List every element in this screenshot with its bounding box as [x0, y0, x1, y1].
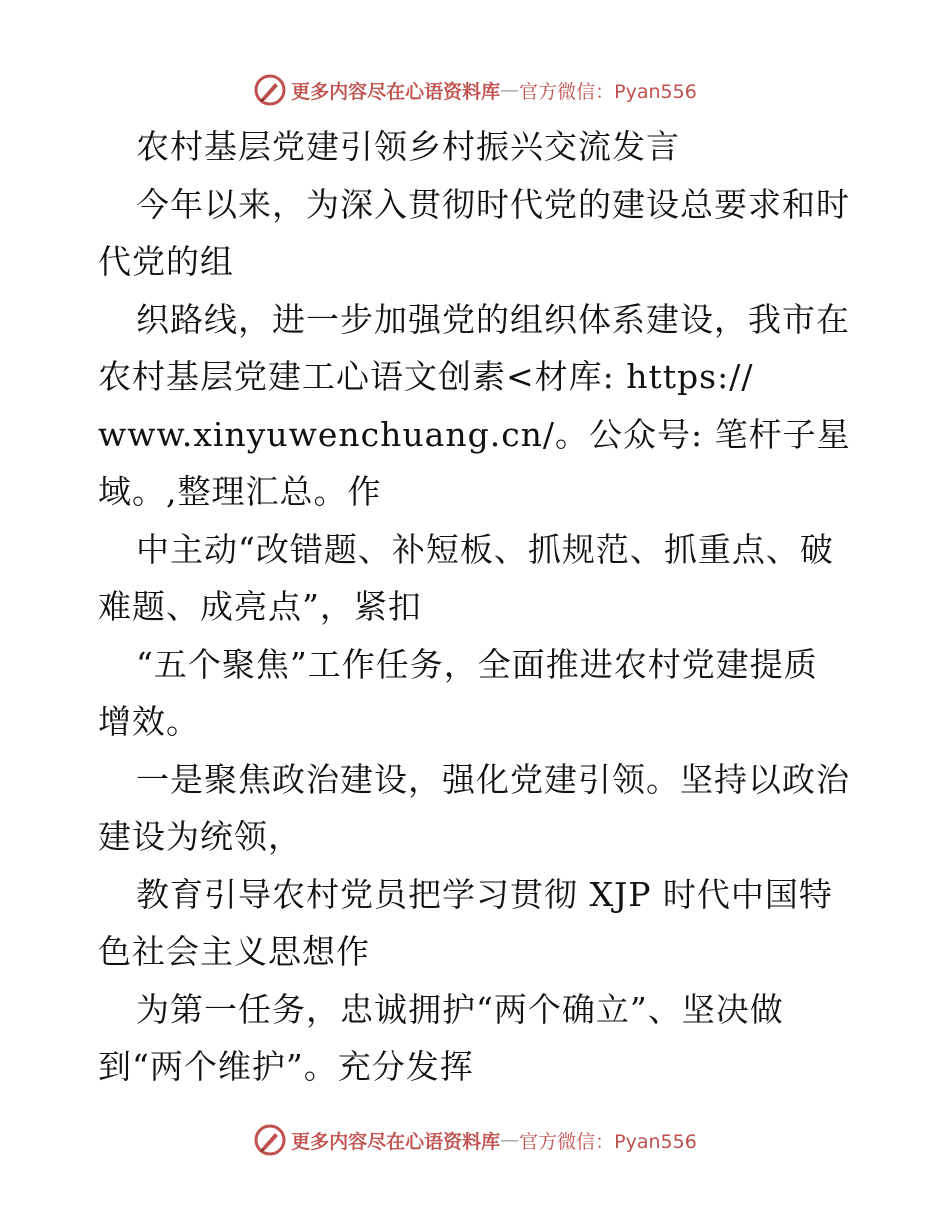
text-line: 教育引导农村党员把学习贯彻 XJP 时代中国特	[136, 874, 833, 914]
text-line: 代党的组	[98, 242, 234, 281]
text-line: 到“两个维护”。充分发挥	[98, 1047, 474, 1086]
header-watermark-banner	[0, 70, 950, 110]
pen-logo-icon	[253, 73, 287, 107]
footer-watermark-banner	[0, 1120, 950, 1160]
banner-title: 更多内容尽在心语资料库	[291, 80, 501, 103]
text-line: 增效。	[98, 702, 200, 741]
text-line: www.xinyuwenchuang.cn/。公众号: 笔杆子星	[98, 414, 851, 454]
text-line: 一是聚焦政治建设，强化党建引领。坚持以政治	[136, 759, 850, 799]
text-line: 今年以来，为深入贯彻时代党的建设总要求和时	[136, 184, 850, 224]
banner-separator: —	[500, 1129, 520, 1151]
text-line: 农村基层党建工心语文创素<材库: https://	[98, 357, 754, 396]
text-line: 中主动“改错题、补短板、抓规范、抓重点、破	[136, 529, 834, 569]
text-line: 为第一任务，忠诚拥护“两个确立”、坚决做	[136, 989, 784, 1029]
text-line: 难题、成亮点”，紧扣	[98, 587, 422, 626]
text-line: “五个聚焦”工作任务，全面推进农村党建提质	[136, 644, 818, 684]
document-title: 农村基层党建引领乡村振兴交流发言	[136, 127, 680, 166]
banner-wechat: 官方微信：Pyan556	[519, 1130, 697, 1153]
banner-wechat: 官方微信：Pyan556	[519, 80, 697, 103]
document-body	[98, 118, 858, 1096]
pen-logo-icon	[253, 1123, 287, 1157]
banner-separator: —	[500, 79, 520, 101]
text-line: 色社会主义思想作	[98, 932, 370, 971]
text-line: 织路线，进一步加强党的组织体系建设，我市在	[136, 299, 850, 339]
text-line: 建设为统领，	[98, 817, 302, 856]
text-line: 域。,整理汇总。作	[98, 472, 382, 511]
banner-title: 更多内容尽在心语资料库	[291, 1130, 501, 1153]
